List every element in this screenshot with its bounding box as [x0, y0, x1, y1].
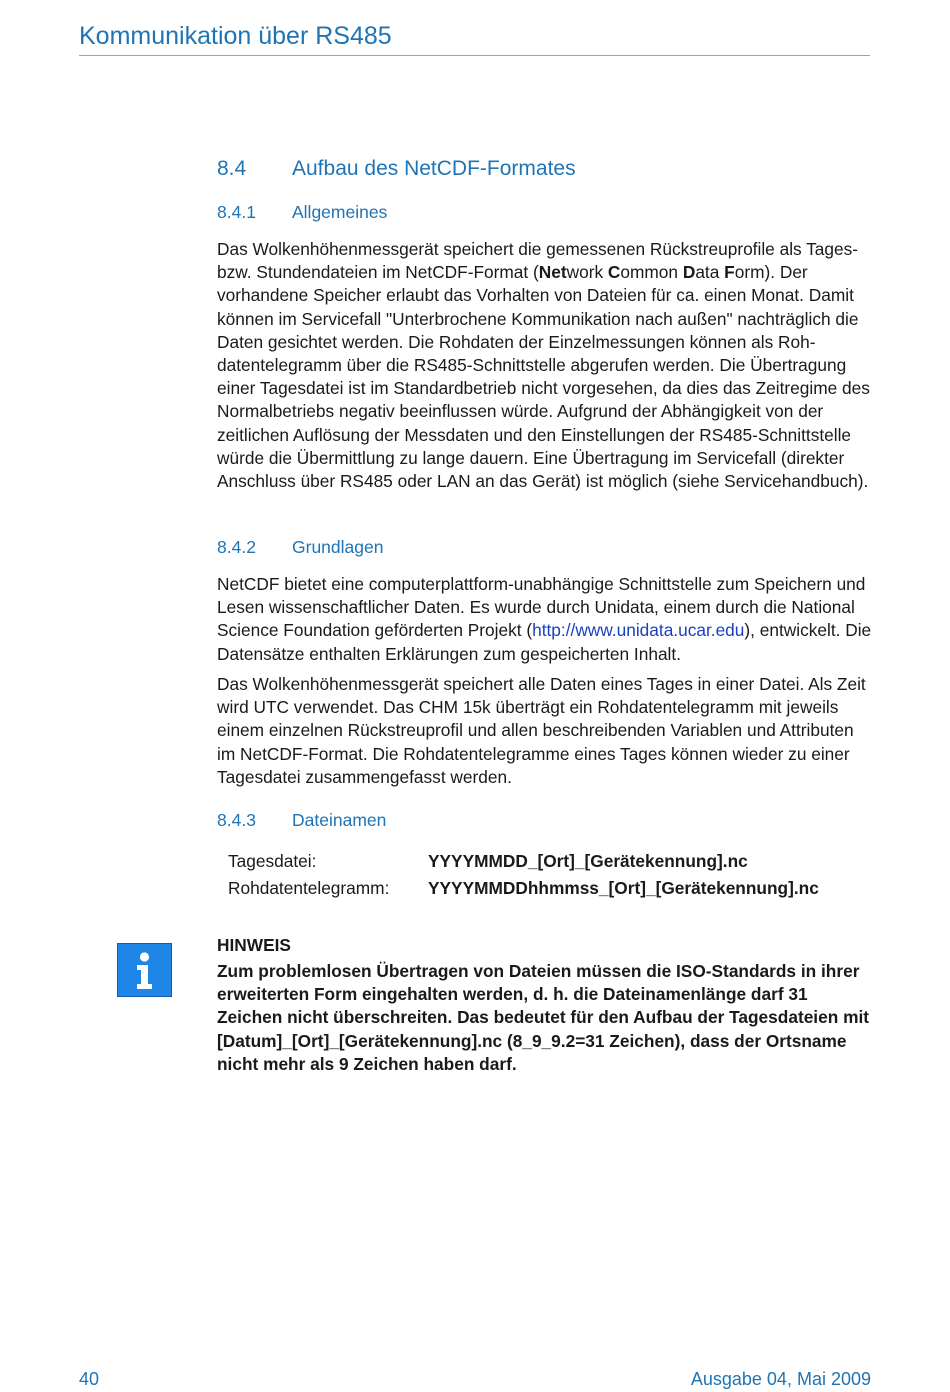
paragraph-grundlagen-2: Das Wolkenhöhenmessgerät speichert alle Daten eines Tages in einer Datei. Als Zeit wird UTC verwendet. Das CHM 15k überträgt ein Rohdatentelegramm mit jeweils einem einzelnen Rückstreuprofil und allen beschreibenden Variablen und Attributen im NetCDF-Format. Die Rohdatentelegramme eines Tages können wieder zu einer Tagesdatei zusammengefasst werden.: [217, 674, 866, 787]
section-number: 8.4: [217, 157, 247, 180]
subsection-title: Grundlagen: [292, 537, 384, 557]
running-header: Kommunikation über RS485: [79, 22, 392, 50]
page-number: 40: [79, 1369, 100, 1389]
text-run: work: [566, 262, 608, 283]
subsection-number: 8.4.2: [217, 537, 256, 557]
note-title: HINWEIS: [217, 935, 291, 955]
subsection-number: 8.4.1: [217, 202, 256, 222]
paragraph-grundlagen-1: [217, 573, 872, 666]
text-bold: D: [682, 262, 696, 283]
subsection-heading-grundlagen: [217, 535, 383, 559]
subsection-title: Dateinamen: [292, 810, 387, 830]
note-body: Zum problemlosen Übertragen von Dateien müssen die ISO-Standards in ihrer erweiterten Form eingehalten werden, d. h. die Dateinamenlänge darf 31 Zeichen nicht überschreiten. Das bedeutet für den Aufbau der Tagesdateien mit [Datum]_[Ort]_[Gerätekennung].nc (8_9_9.2=31 Zeichen), dass der Ortsname nicht mehr als 9 Zeichen haben darf.: [217, 961, 870, 1074]
header-divider: [79, 55, 870, 56]
info-glyph: [118, 944, 171, 996]
subsection-heading-dateinamen: [217, 808, 386, 832]
filename-label: Tagesdatei:: [228, 851, 317, 871]
subsection-title: Allgemeines: [292, 202, 388, 222]
section-title: Aufbau des NetCDF-Formates: [292, 157, 576, 180]
text-bold: Net: [538, 262, 567, 283]
subsection-number: 8.4.3: [217, 810, 256, 830]
subsection-heading-allgemeines: [217, 200, 387, 224]
text-bold: F: [724, 262, 735, 283]
filename-pattern: YYYYMMDDhhmmss_[Ort]_[Gerätekennung].nc: [428, 878, 819, 898]
filename-pattern: YYYYMMDD_[Ort]_[Gerätekennung].nc: [428, 851, 748, 871]
paragraph-allgemeines: [217, 238, 872, 493]
filename-label: Rohdatentelegramm:: [228, 878, 390, 898]
edition-label: Ausgabe 04, Mai 2009: [690, 1369, 871, 1389]
text-run: NetCDF bietet eine computerplattform-unabhängige Schnittstelle zum Speichern und Lesen wissenschaftlicher Daten. Es wurde durch Unidata, einem durch die National Science Foundation geförderten Projekt (: [217, 574, 866, 641]
unidata-link[interactable]: http://www.unidata.ucar.edu: [532, 620, 745, 641]
text-run: ), entwickelt. Die Datensätze enthalten Erklärungen zum gespeicherten Inhalt.: [217, 620, 872, 664]
info-icon: [117, 943, 172, 997]
text-run: ata: [695, 262, 725, 283]
text-run: orm).: [734, 262, 776, 283]
text-run: Das Wolkenhöhenmessgerät speichert die gemessenen Rückstreuprofile als Tages- bzw. Stundendateien im NetCDF-Format (: [217, 239, 859, 283]
text-run: ommon: [620, 262, 683, 283]
text-bold: C: [607, 262, 621, 283]
text-run: Der vorhandene Speicher erlaubt das Vorhalten von Dateien für ca. einen Monat. Damit können im Servicefall "Unterbrochene Kommunikation nach außen" nachträglich die Daten gesichtet werden. Die Rohdaten der Einzelmessungen können als Roh-datentelegramm über die RS485-Schnittstelle abgerufen werden. Die Übertragung einer Tagesdatei ist im Standardbetrieb nicht vorgesehen, da dies das Zeitregime des Normalbetriebs negativ beeinflussen würde. Aufgrund der Abhängigkeit von der zeitlichen Auflösung der Messdaten und den Einstellungen der RS485-Schnittstelle würde die Übermittlung zu lange dauern. Eine Übertragung im Servicefall (direkter Anschluss über RS485 oder LAN an das Gerät) ist möglich (siehe Servicehandbuch).: [217, 262, 870, 492]
section-heading: [217, 155, 576, 183]
